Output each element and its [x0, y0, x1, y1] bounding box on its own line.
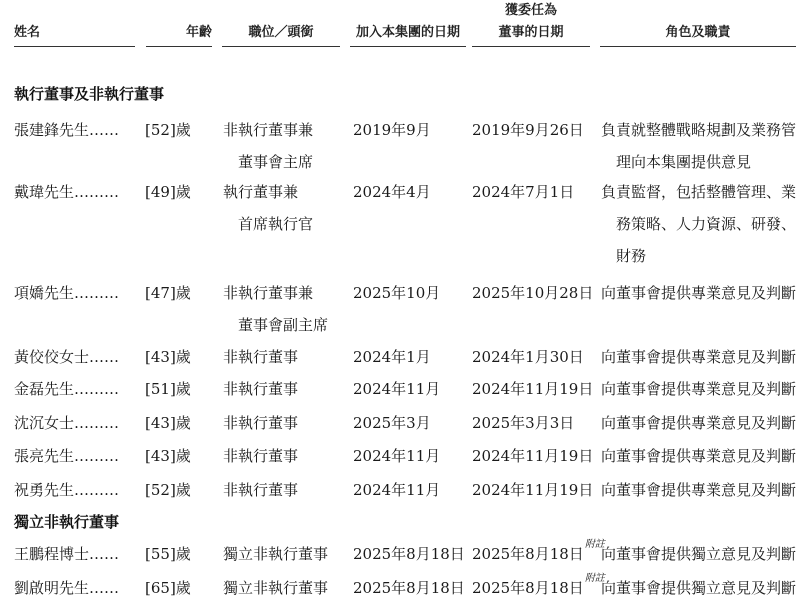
director-role: 向董事會提供專業意見及判斷 — [601, 481, 797, 499]
director-name: 沈沉女士……… — [14, 414, 120, 432]
director-age: [49]歲 — [145, 183, 191, 201]
appointment-date: 2019年9月26日 — [472, 121, 584, 139]
director-name: 王鵬程博士…… — [14, 545, 120, 563]
director-age: [43]歲 — [145, 447, 191, 465]
table-row — [0, 114, 803, 171]
position-line: 董事會副主席 — [238, 316, 329, 334]
director-name: 項嬌先生……… — [14, 284, 120, 302]
director-position: 非執行董事 — [223, 414, 299, 432]
role-line: 務策略、人力資源、研發、 — [616, 215, 797, 233]
director-role: 向董事會提供專業意見及判斷 — [601, 284, 797, 302]
join-date: 2025年8月18日 — [353, 545, 465, 563]
director-age: [51]歲 — [145, 380, 191, 398]
director-position: 非執行董事 — [223, 481, 299, 499]
director-name: 戴瑋先生……… — [14, 183, 120, 201]
role-line: 理向本集團提供意見 — [616, 153, 752, 171]
appointment-date: 2025年10月28日 — [472, 284, 594, 302]
header-age: 年齡 — [185, 25, 212, 40]
header-name: 姓名 — [14, 25, 41, 40]
table-row — [0, 538, 803, 570]
section-heading-executive: 執行董事及非執行董事 — [14, 85, 165, 103]
position-line: 首席執行官 — [238, 215, 314, 233]
director-role: 向董事會提供獨立意見及判斷 — [601, 545, 797, 563]
table-row — [0, 407, 803, 439]
appointment-date-text: 2025年8月18日 — [472, 545, 584, 563]
header-rule — [600, 46, 796, 47]
appointment-date: 2024年11月19日 — [472, 481, 594, 499]
director-position: 非執行董事 — [223, 447, 299, 465]
join-date: 2025年8月18日 — [353, 579, 465, 597]
table-row — [0, 373, 803, 405]
director-role — [601, 176, 797, 272]
appointment-date-text: 2025年8月18日 — [472, 579, 584, 597]
appointment-date: 2024年7月1日 — [472, 183, 575, 201]
table-row — [0, 474, 803, 506]
director-age: [52]歲 — [145, 121, 191, 139]
header-appoint-line2: 董事的日期 — [498, 25, 564, 40]
director-name: 張建鋒先生…… — [14, 121, 120, 139]
join-date: 2024年11月 — [353, 481, 441, 499]
table-row — [0, 277, 803, 334]
header-rule — [146, 46, 212, 47]
join-date: 2025年3月 — [353, 414, 431, 432]
position-line: 董事會主席 — [238, 153, 314, 171]
appointment-date — [472, 572, 605, 604]
join-date: 2024年4月 — [353, 183, 431, 201]
header-position: 職位／頭銜 — [248, 25, 314, 40]
header-rule — [222, 46, 340, 47]
appointment-date: 2024年1月30日 — [472, 348, 584, 366]
director-role: 向董事會提供專業意見及判斷 — [601, 447, 797, 465]
role-line: 財務 — [616, 247, 647, 265]
header-rule — [14, 46, 135, 47]
appointment-date: 2024年11月19日 — [472, 380, 594, 398]
director-age: [43]歲 — [145, 414, 191, 432]
appointment-date: 2025年3月3日 — [472, 414, 575, 432]
director-name: 金磊先生……… — [14, 380, 120, 398]
role-line: 負責就整體戰略規劃及業務管 — [601, 121, 797, 139]
header-rule — [472, 46, 590, 47]
director-role: 向董事會提供專業意見及判斷 — [601, 348, 797, 366]
position-line: 非執行董事兼 — [223, 121, 314, 139]
join-date: 2024年11月 — [353, 447, 441, 465]
position-line: 非執行董事兼 — [223, 284, 314, 302]
director-age: [43]歲 — [145, 348, 191, 366]
director-name: 黃佼佼女士…… — [14, 348, 120, 366]
director-position: 非執行董事 — [223, 348, 299, 366]
role-line: 負責監督，包括整體管理、業 — [601, 183, 797, 201]
join-date: 2019年9月 — [353, 121, 431, 139]
director-name: 祝勇先生……… — [14, 481, 120, 499]
table-row — [0, 440, 803, 472]
header-join-date: 加入本集團的日期 — [355, 25, 460, 40]
director-position — [223, 114, 313, 178]
director-name: 張亮先生……… — [14, 447, 120, 465]
director-position: 非執行董事 — [223, 380, 299, 398]
position-line: 執行董事兼 — [223, 183, 299, 201]
appointment-date — [472, 538, 605, 570]
appointment-date: 2024年11月19日 — [472, 447, 594, 465]
header-rule — [350, 46, 466, 47]
director-age: [52]歲 — [145, 481, 191, 499]
header-appoint-line1: 獲委任為 — [504, 3, 557, 18]
director-position: 獨立非執行董事 — [223, 545, 329, 563]
director-age: [55]歲 — [145, 545, 191, 563]
director-position — [223, 176, 313, 240]
table-row — [0, 176, 803, 265]
director-age: [65]歲 — [145, 579, 191, 597]
join-date: 2025年10月 — [353, 284, 441, 302]
footnote-marker: 附註 — [584, 539, 605, 550]
director-role: 向董事會提供專業意見及判斷 — [601, 414, 797, 432]
director-position: 獨立非執行董事 — [223, 579, 329, 597]
director-role — [601, 114, 797, 178]
director-role: 向董事會提供獨立意見及判斷 — [601, 579, 797, 597]
header-role: 角色及職責 — [665, 25, 731, 40]
director-name: 劉啟明先生…… — [14, 579, 120, 597]
table-row — [0, 341, 803, 373]
section-heading-independent: 獨立非執行董事 — [14, 513, 120, 531]
join-date: 2024年11月 — [353, 380, 441, 398]
footnote-marker: 附註 — [584, 573, 605, 584]
director-role: 向董事會提供專業意見及判斷 — [601, 380, 797, 398]
table-row — [0, 572, 803, 604]
director-age: [47]歲 — [145, 284, 191, 302]
join-date: 2024年1月 — [353, 348, 431, 366]
director-position — [223, 277, 328, 341]
